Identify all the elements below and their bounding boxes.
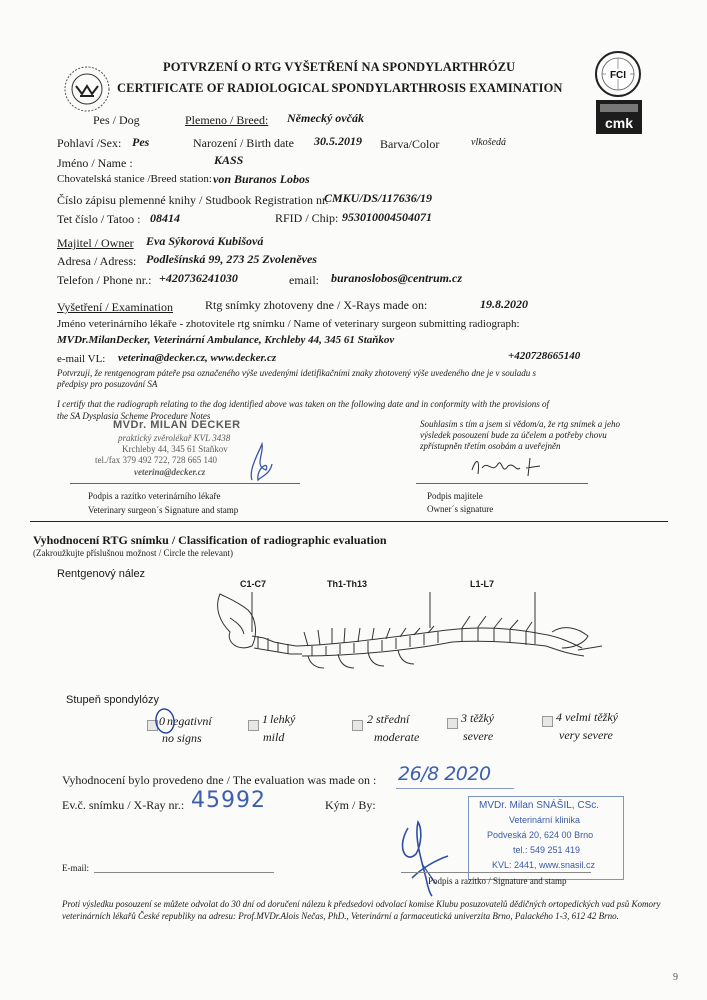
exam-label: Vyšetření / Examination [57, 300, 173, 314]
birth-value: 30.5.2019 [314, 134, 362, 148]
rfid-label: RFID / Chip: [275, 211, 339, 225]
xray-made-label: Rtg snímky zhotoveny dne / X-Rays made on: [205, 298, 428, 312]
evaluator-stamp-line2: Veterinární klinika [509, 815, 581, 825]
cmku-label: cmk [604, 115, 634, 131]
vet-signature-label-en: Veterinary surgeon´s Signature and stamp [88, 505, 239, 515]
degree-0-label-en: no signs [162, 731, 202, 745]
degree-label: Stupeň spondylózy [66, 694, 159, 706]
degree-3-label-en: severe [463, 729, 494, 743]
studbook-value: CMKU/DS/117636/19 [324, 191, 433, 205]
sex-label: Pohlaví /Sex: [57, 136, 122, 150]
certify-en-line2: the SA Dysplasia Scheme Procedure Notes [57, 411, 211, 421]
fci-label: FCI [609, 70, 627, 81]
degree-0-number: 0 [159, 714, 165, 728]
tattoo-label: Tet číslo / Tatoo : [57, 212, 141, 226]
vet-name-label: Jméno veterinárního lékaře - zhotovitele rtg snímku / Name of veterinary surgeon submitting radiograph: [57, 318, 520, 330]
certify-en-line1: I certify that the radiograph relating to the dog identified above was taken on the following date and in conformity with the provisions of [57, 399, 550, 409]
consent-line2: výsledek posouzení bude za účelem a potřeby chovu [420, 430, 607, 440]
sex-value: Pes [132, 135, 150, 149]
vet-signature [244, 440, 276, 486]
degree-1-label-cz: lehký [270, 712, 296, 726]
birth-label: Narození / Birth date [193, 136, 294, 150]
owner-signature-label-cz: Podpis majitele [427, 491, 483, 501]
certify-cz-line2: předpisy pro posuzování SA [57, 379, 158, 389]
title-cz: POTVRZENÍ O RTG VYŠETŘENÍ NA SPONDYLARTHRÓZU [163, 60, 516, 74]
degree-2-label-en: moderate [374, 730, 420, 744]
phone-value: +420736241030 [159, 271, 238, 285]
spine-diagram [212, 588, 612, 678]
vet-stamp-line1: MVDr. MILAN DECKER [113, 419, 241, 431]
consent-line3: zpřístupněn třetím osobám a uveřejněn [420, 441, 561, 451]
eval-signature-line [401, 872, 591, 873]
vet-stamp-line5: veterina@decker.cz [134, 467, 206, 477]
owner-signature-line [416, 483, 588, 484]
breed-value: Německý ovčák [287, 111, 364, 125]
club-logo-icon [62, 64, 112, 114]
cmku-logo [594, 98, 644, 136]
certify-cz-line1: Potvrzuji, že rentgenogram páteře psa označeného výše uvedenými idetifikačními znaky zhotovený výše uvedeného dne je v souladu s [57, 368, 537, 378]
vet-signature-line [70, 483, 300, 484]
degree-4-number: 4 [556, 710, 562, 724]
segment-th: Th1-Th13 [327, 579, 368, 589]
kennel-label: Chovatelská stanice /Breed station: [57, 173, 212, 185]
xray-nr-value: 45992 [191, 788, 266, 813]
owner-label: Majitel / Owner [57, 236, 134, 250]
eval-date-underline [396, 788, 514, 789]
degree-1-label-en: mild [263, 730, 285, 744]
degree-3-number: 3 [461, 711, 467, 725]
eval-stamp-label: Podpis a razítko / Signature and stamp [428, 876, 567, 886]
footer-text: Proti výsledku posouzení se můžete odvolat do 30 dní od doručení nálezu k předsedovi odvolací komise Klubu posuzovatelů dědičných ortopedických vad psů Komory veterinárních lékařů České republiky na adresu: Prof.MVDr.Alois Nečas, PhD., Veterinární a farmaceutická univerzita Brno, Palackého 1-3, 612 42 Brno. [62, 899, 661, 921]
degree-3-checkbox[interactable] [447, 718, 458, 729]
vet-signature-label-cz: Podpis a razítko veterinárního lékaře [88, 491, 221, 501]
degree-0-selection-circle [150, 706, 186, 736]
segment-l: L1-L7 [470, 579, 495, 589]
fci-globe-icon [594, 50, 642, 98]
vet-name-value: MVDr.MilanDecker, Veterinární Ambulance, Krchleby 44, 345 61 Staňkov [57, 334, 395, 346]
club-logo [62, 64, 112, 114]
degree-1-number: 1 [262, 712, 268, 726]
degree-2-number: 2 [367, 712, 373, 726]
name-label: Jméno / Name : [57, 156, 133, 170]
vet-email-label: e-mail VL: [57, 353, 106, 365]
vet-stamp-line3: Krchleby 44, 345 61 Staňkov [122, 444, 228, 454]
fci-logo [594, 50, 642, 98]
evaluator-stamp-line5: KVL: 2441, www.snasil.cz [492, 860, 596, 870]
evaluation-title: Vyhodnocení RTG snímku / Classification of radiographic evaluation [33, 533, 387, 547]
evaluator-stamp-line1: MVDr. Milan SNÁŠIL, CSc. [479, 800, 600, 811]
vet-stamp-line2: praktický zvěrolékař KVL 3438 [118, 433, 231, 443]
evaluator-stamp [468, 796, 624, 880]
degree-4-label-cz: velmi těžký [565, 710, 618, 724]
eval-email-line [94, 872, 274, 873]
eval-email-label: E-mail: [62, 863, 89, 873]
degree-2-checkbox[interactable] [352, 720, 363, 731]
eval-date-value: 26/8 2020 [398, 763, 491, 785]
email-label: email: [289, 273, 319, 287]
color-value: vlkošedá [471, 137, 506, 148]
xray-nr-label: Ev.č. snímku / X-Ray nr.: [62, 798, 185, 812]
consent-line1: Souhlasím s tím a jsem si vědom/a, že rtg snímek a jeho [420, 419, 620, 429]
cmku-logo-icon [594, 98, 644, 136]
segment-c: C1-C7 [240, 579, 267, 589]
studbook-label: Číslo zápisu plemenné knihy / Studbook Registration nr. [57, 193, 329, 207]
by-label: Kým / By: [325, 798, 376, 812]
xray-made-date: 19.8.2020 [480, 297, 528, 311]
tattoo-value: 08414 [150, 211, 180, 225]
evaluation-subtitle: (Zakroužkujte příslušnou možnost / Circle the relevant) [33, 548, 233, 558]
vet-email-value: veterina@decker.cz, www.decker.cz [118, 352, 277, 364]
owner-signature-label-en: Owner´s signature [427, 504, 494, 514]
species-label: Pes / Dog [93, 113, 140, 127]
degree-0-label-cz: negativní [167, 714, 212, 728]
vet-stamp-line4: tel./fax 379 492 722, 728 665 140 [95, 455, 217, 465]
evaluator-stamp-line4: tel.: 549 251 419 [513, 845, 581, 855]
name-value: KASS [214, 153, 244, 167]
color-label: Barva/Color [380, 137, 440, 151]
owner-signature [468, 454, 548, 480]
owner-value: Eva Sýkorová Kubišová [146, 234, 264, 248]
email-value: buranoslobos@centrum.cz [331, 271, 463, 285]
page-mark: 9 [673, 972, 678, 983]
vet-phone-value: +420728665140 [508, 350, 581, 362]
rfid-value: 953010004504071 [342, 210, 432, 224]
degree-2-label-cz: střední [376, 712, 410, 726]
section-divider [30, 521, 668, 522]
phone-label: Telefon / Phone nr.: [57, 273, 152, 287]
degree-3-label-cz: těžký [470, 711, 494, 725]
breed-label: Plemeno / Breed: [185, 113, 269, 127]
title-en: CERTIFICATE OF RADIOLOGICAL SPONDYLARTHROSIS EXAMINATION [117, 81, 563, 95]
address-label: Adresa / Adress: [57, 254, 137, 268]
degree-1-checkbox[interactable] [248, 720, 259, 731]
degree-4-checkbox[interactable] [542, 716, 553, 727]
degree-4-label-en: very severe [559, 728, 613, 742]
evaluator-stamp-line3: Podvesk​á 20, 624 00 Brno [487, 830, 594, 840]
finding-label: Rentgenový nález [57, 568, 146, 580]
kennel-value: von Buranos Lobos [213, 172, 310, 186]
eval-date-label: Vyhodnocení bylo provedeno dne / The evaluation was made on : [62, 773, 377, 787]
address-value: Podlešínská 99, 273 25 Zvoleněves [146, 252, 317, 266]
